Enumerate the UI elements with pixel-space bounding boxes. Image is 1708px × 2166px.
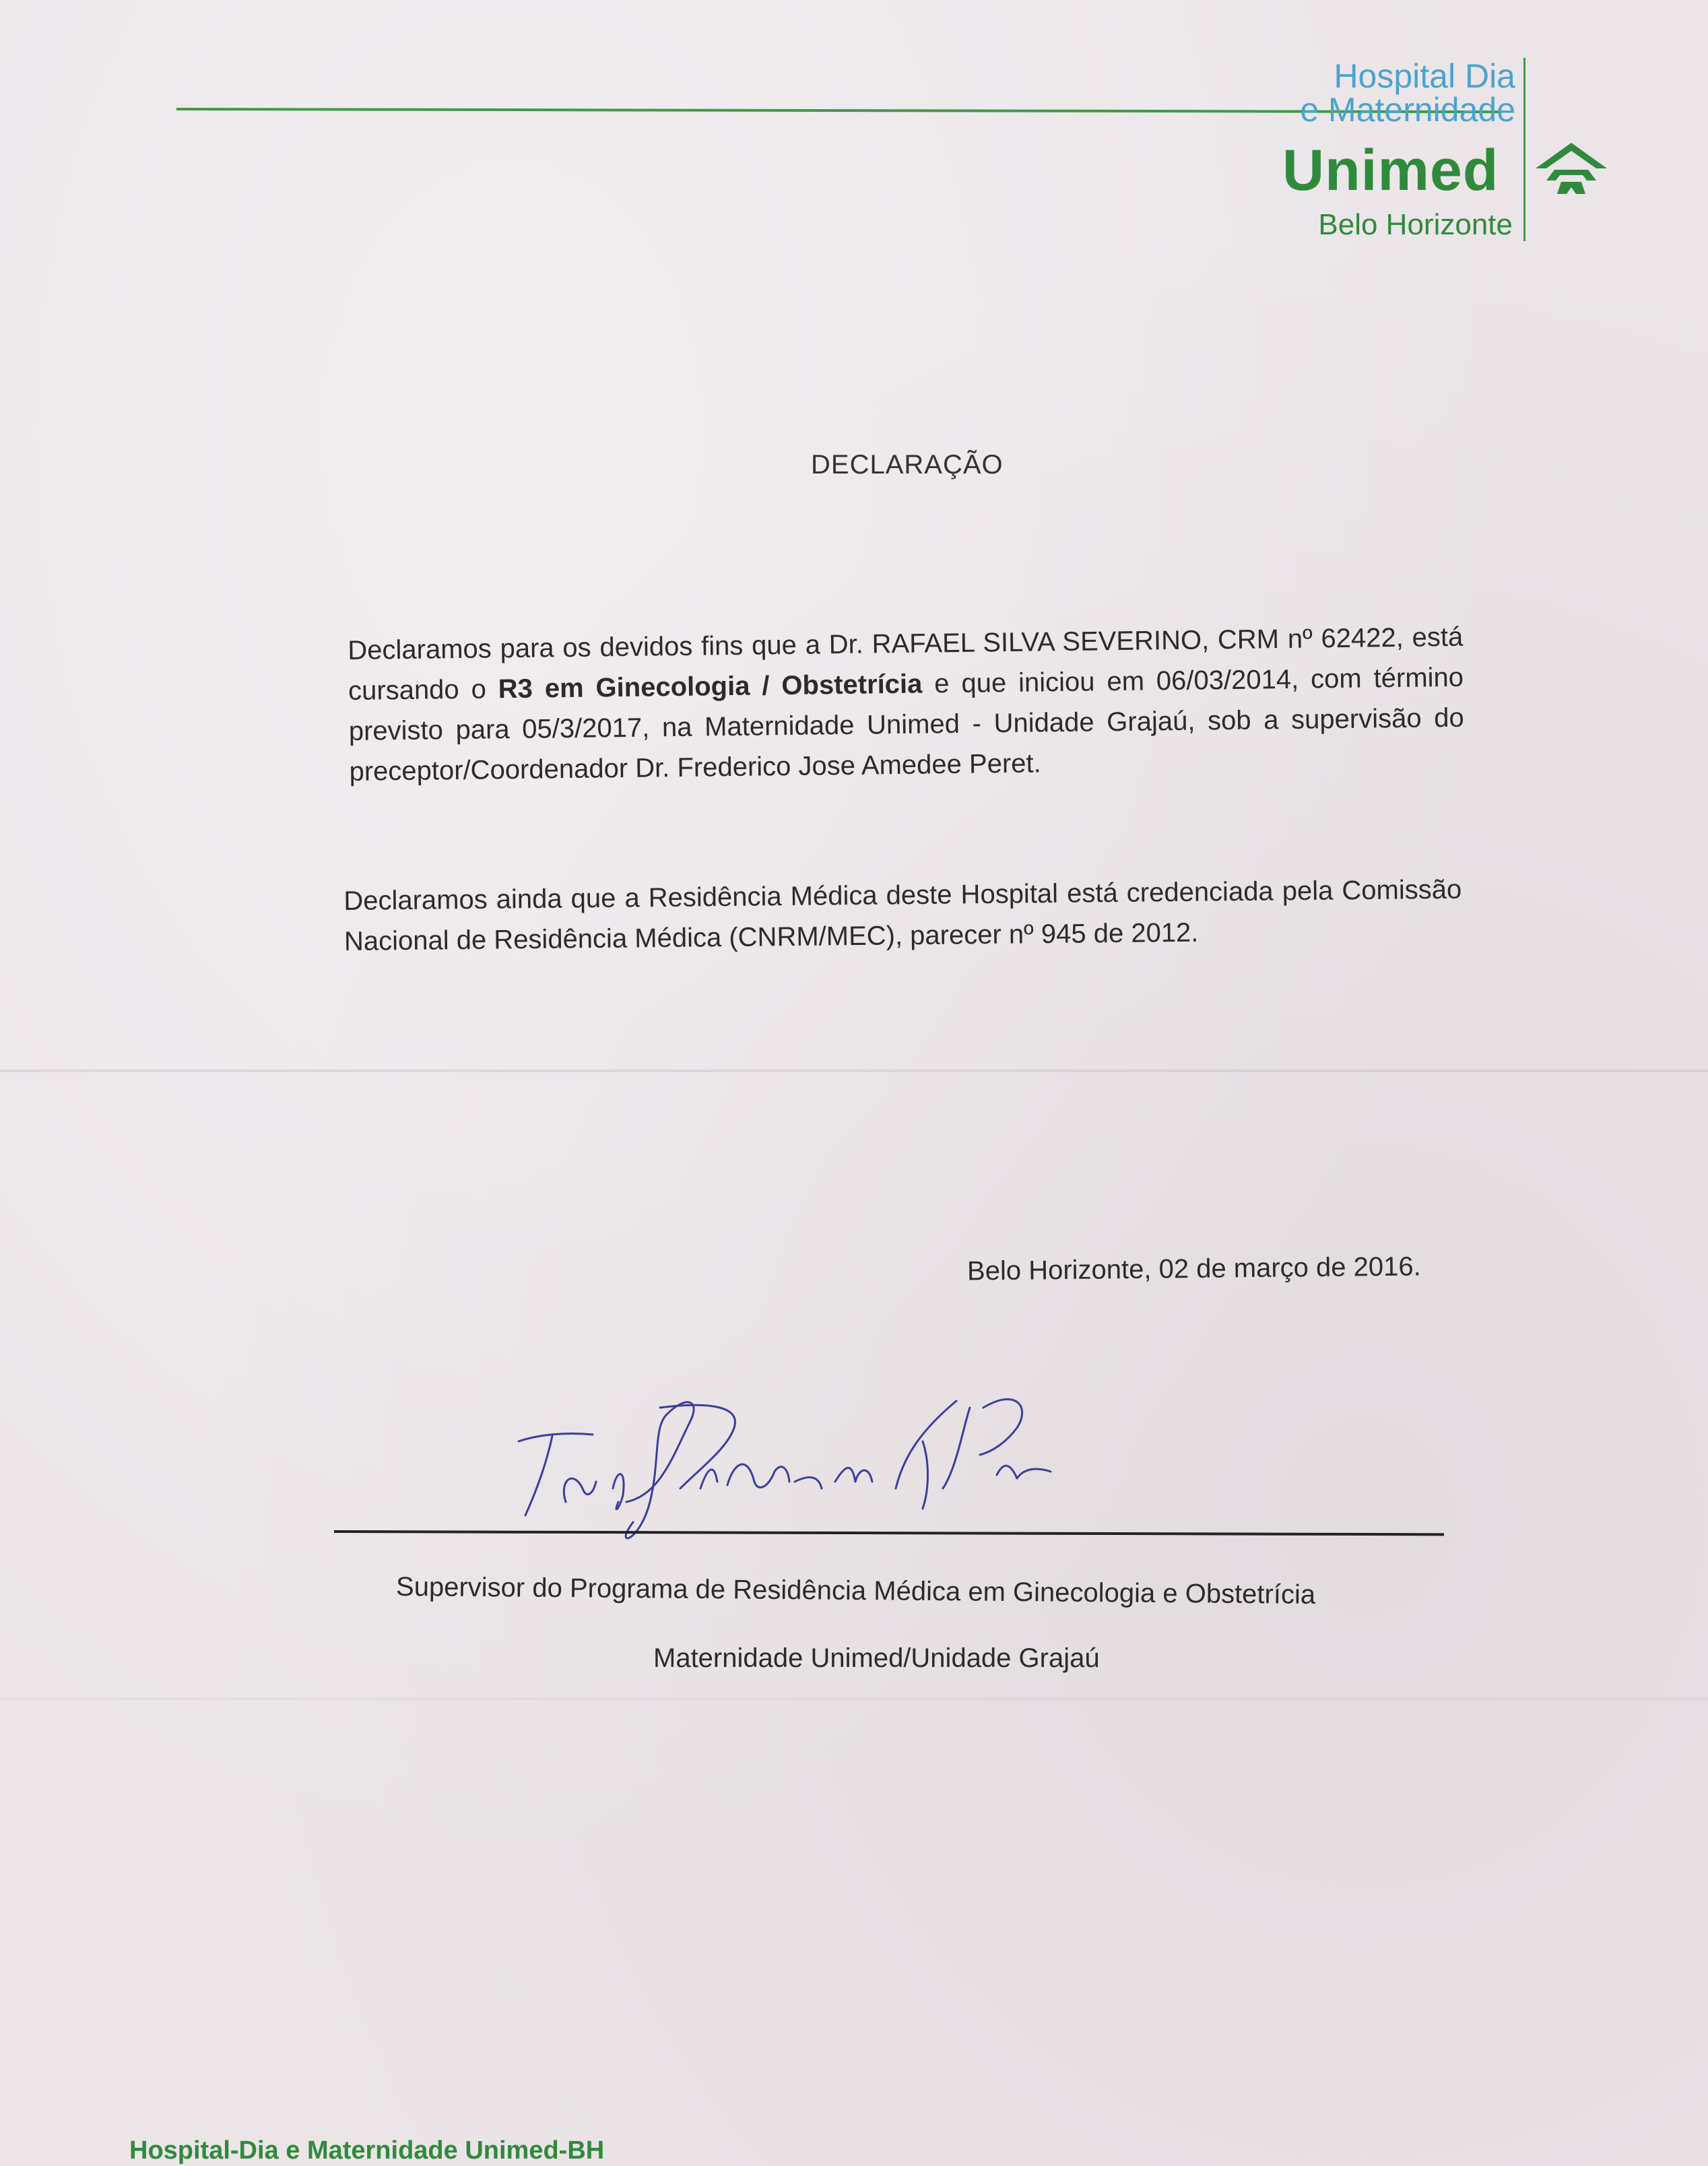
brand-name: Unimed — [1282, 138, 1499, 203]
signer-unit: Maternidade Unimed/Unidade Grajaú — [653, 1643, 1100, 1673]
unimed-logo-icon — [1534, 141, 1608, 195]
declaration-paragraph — [348, 617, 1465, 792]
letterhead-city: Belo Horizonte — [1318, 208, 1513, 241]
fold-crease — [0, 1697, 1708, 1700]
letterhead-line1: Hospital Dia — [1334, 57, 1515, 95]
para1-text-start: Declaramos para os devidos fins que a Dr. RAFAEL SILVA SEVERINO, CRM nº 62422, está cursando o — [348, 622, 1464, 706]
handwritten-signature — [458, 1387, 1131, 1542]
header-divider — [1523, 58, 1525, 241]
footer-text: Hospital-Dia e Maternidade Unimed-BH — [129, 2136, 605, 2165]
letterhead-line2: e Maternidade — [1300, 91, 1515, 129]
date-line: Belo Horizonte, 02 de março de 2016. — [966, 1251, 1421, 1286]
fold-crease — [0, 1070, 1708, 1072]
program-name: R3 em Ginecologia / Obstetrícia — [498, 669, 923, 704]
document-title: DECLARAÇÃO — [811, 450, 1004, 480]
accreditation-paragraph: Declaramos ainda que a Residência Médica deste Hospital está credenciada pela Comissão Nacional de Residência Médica (CNRM/MEC), parecer nº 945 de 2012. — [343, 874, 1462, 956]
signer-role: Supervisor do Programa de Residência Médica em Ginecologia e Obstetrícia — [395, 1572, 1316, 1610]
para1-text-end: e que iniciou em 06/03/2014, com término previsto para 05/3/2017, na Maternidade Unimed - Unidade Grajaú, sob a supervisão do preceptor/Coordenador Dr. Frederico Jose Amedee Peret. — [348, 662, 1464, 787]
